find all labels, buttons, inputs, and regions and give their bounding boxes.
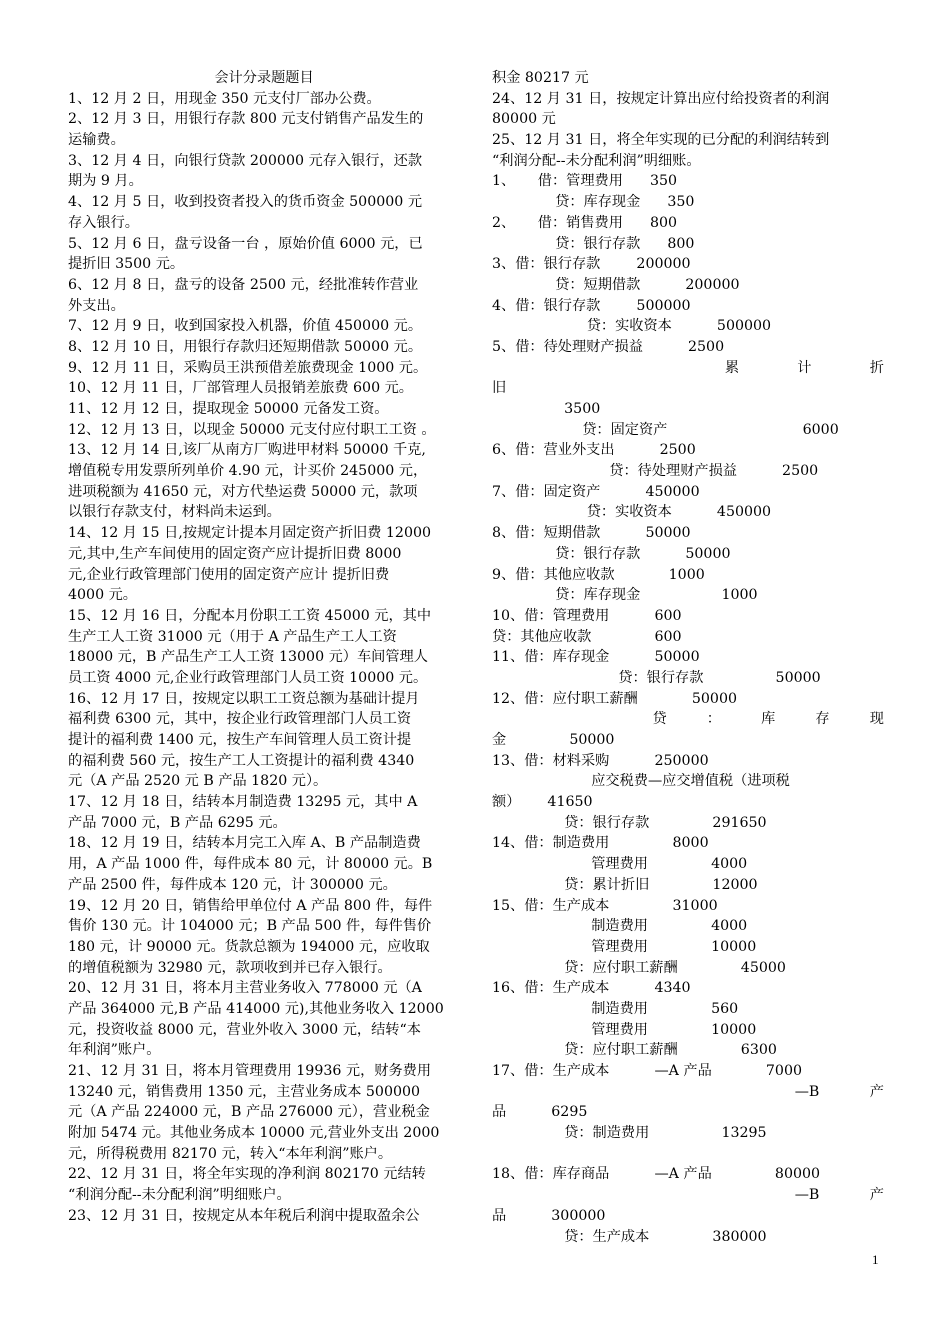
page-number: 1 — [872, 1252, 879, 1267]
answer-line: 80000 元 — [492, 111, 556, 128]
answer-line: 管理费用 10000 — [492, 938, 757, 955]
justified-word: 存 — [815, 711, 830, 728]
answer-line: 贷：银行存款 50000 — [492, 669, 821, 686]
question-line: 福利费 6300 元，其中，按企业行政管理部门人员工资 — [68, 711, 412, 728]
answer-line: 贷：应付职工薪酬 45000 — [492, 959, 786, 976]
answer-line: 贷：其他应收款 600 — [492, 628, 682, 645]
answer-line: 贷：短期借款 200000 — [492, 276, 740, 293]
answer-line: 应交税费—应交增值税（进项税 — [492, 773, 790, 790]
justified-word: ： — [706, 711, 721, 728]
answer-line: 金 50000 — [492, 732, 615, 748]
question-line: 进项税额为 41650 元，对方代垫运费 50000 元，款项 — [68, 483, 418, 500]
justified-word: 折 — [869, 359, 884, 376]
answer-justified-line — [492, 709, 884, 730]
question-line: 18、12 月 19 日，结转本月完工入库 A、B 产品制造费 — [68, 835, 421, 852]
question-line: 15、12 月 16 日，分配本月份职工工资 45000 元，其中 — [68, 607, 432, 624]
answer-line — [492, 1144, 884, 1165]
answer-line: 贷：实收资本 500000 — [492, 318, 772, 335]
question-line: 元，所得税费用 82170 元，转入“本年利润”账户。 — [68, 1145, 393, 1162]
answer-line: 5、借：待处理财产损益 2500 — [492, 338, 725, 355]
answer-line: 25、12 月 31 日，将全年实现的已分配的利润结转到 — [492, 132, 830, 149]
question-line: 7、12 月 9 日，收到国家投入机器，价值 450000 元。 — [68, 318, 423, 335]
question-line: “利润分配--未分配利润”明细账户。 — [68, 1187, 291, 1204]
question-line: 增值税专用发票所列单价 4.90 元，计买价 245000 元， — [68, 463, 428, 480]
question-line: 用，A 产品 1000 件，每件成本 80 元，计 80000 元。B — [68, 856, 433, 873]
question-line: 4000 元。 — [68, 587, 137, 604]
justified-word: —B — [794, 1083, 820, 1100]
question-line: 4、12 月 5 日，收到投资者投入的货币资金 500000 元 — [68, 194, 423, 211]
answer-line: 16、借：生产成本 4340 — [492, 980, 691, 997]
answer-list — [492, 68, 884, 1247]
question-line: 13240 元，销售费用 1350 元，主营业务成本 500000 — [68, 1083, 421, 1100]
answer-line: 贷：银行存款 50000 — [492, 545, 731, 562]
question-line: 6、12 月 8 日，盘亏的设备 2500 元，经批准转作营业 — [68, 276, 419, 293]
answer-line: 品 6295 — [492, 1104, 588, 1121]
question-line: 产品 364000 元,B 产品 414000 元),其他业务收入 12000 — [68, 1000, 444, 1017]
answer-line: 管理费用 4000 — [492, 856, 748, 873]
answer-line: 制造费用 560 — [492, 1000, 739, 1017]
answer-line: 1、 借：管理费用 350 — [492, 173, 678, 190]
question-line: 3、12 月 4 日，向银行贷款 200000 元存入银行，还款 — [68, 152, 423, 169]
question-line: 22、12 月 31 日，将全年实现的净利润 802170 元结转 — [68, 1166, 426, 1183]
question-line: 8、12 月 10 日，用银行存款归还短期借款 50000 元。 — [68, 338, 423, 355]
question-line: 9、12 月 11 日，采购员王洪预借差旅费现金 1000 元。 — [68, 359, 428, 376]
answer-line: 贷：应付职工薪酬 6300 — [492, 1042, 777, 1059]
answer-line: 6、借：营业外支出 2500 — [492, 442, 696, 459]
right-column — [492, 68, 884, 1247]
question-line: 的增值税额为 32980 元，款项收到并已存入银行。 — [68, 959, 392, 976]
answer-line: 额） 41650 — [492, 794, 593, 811]
answer-line: 积金 80217 元 — [492, 70, 589, 86]
question-line: 10、12 月 11 日，厂部管理人员报销差旅费 600 元。 — [68, 380, 413, 397]
question-line: 提计的福利费 1400 元，按生产车间管理人员工资计提 — [68, 732, 412, 748]
answer-line: 18、借：库存商品 —A 产品 80000 — [492, 1166, 821, 1183]
question-list — [68, 89, 460, 1227]
question-line: 附加 5474 元。其他业务成本 10000 元,营业外支出 2000 — [68, 1125, 440, 1142]
question-line: 元,企业行政管理部门使用的固定资产应计 提折旧费 — [68, 566, 390, 583]
question-line: 外支出。 — [68, 297, 125, 314]
justified-word: 产 — [869, 1083, 884, 1100]
answer-line: 贷：待处理财产损益 2500 — [492, 463, 819, 480]
answer-line: 3500 — [492, 401, 601, 417]
question-line: 元（A 产品 2520 元 B 产品 1820 元）。 — [68, 773, 328, 790]
question-line: 19、12 月 20 日，销售给甲单位付 A 产品 800 件，每件 — [68, 897, 433, 914]
question-line: 存入银行。 — [68, 214, 139, 231]
question-line: 2、12 月 3 日，用银行存款 800 元支付销售产品发生的 — [68, 111, 424, 128]
question-line: 元（A 产品 224000 元，B 产品 276000 元），营业税金 — [68, 1104, 430, 1121]
answer-line: 13、借：材料采购 250000 — [492, 752, 709, 769]
question-line: 11、12 月 12 日，提取现金 50000 元备发工资。 — [68, 401, 389, 417]
question-line: 元，投资收益 8000 元，营业外收入 3000 元，结转“本 — [68, 1021, 421, 1038]
answer-line: 品 300000 — [492, 1207, 606, 1224]
question-line: 产品 2500 件，每件成本 120 元，计 300000 元。 — [68, 876, 397, 893]
question-line: 18000 元，B 产品生产工人工资 13000 元）车间管理人 — [68, 649, 428, 666]
answer-line: 3、借：银行存款 200000 — [492, 256, 691, 273]
answer-line: 贷：银行存款 800 — [492, 235, 695, 252]
answer-line: 贷：生产成本 380000 — [492, 1228, 767, 1245]
answer-line: 贷：固定资产 6000 — [492, 421, 839, 438]
answer-line: 贷：库存现金 1000 — [492, 587, 758, 604]
question-line: 16、12 月 17 日，按规定以职工工资总额为基础计提月 — [68, 690, 420, 707]
answer-justified-line — [492, 1082, 884, 1103]
answer-justified-line — [492, 358, 884, 379]
question-line: 员工资 4000 元,企业行政管理部门人员工资 10000 元。 — [68, 669, 428, 686]
answer-line: 旧 — [492, 380, 507, 397]
answer-line: 贷：库存现金 350 — [492, 194, 695, 211]
answer-line: 贷：制造费用 13295 — [492, 1125, 767, 1142]
answer-line: 10、借：管理费用 600 — [492, 607, 682, 624]
justified-word: 产 — [869, 1187, 884, 1204]
answer-line: 2、 借：销售费用 800 — [492, 214, 678, 231]
answer-line: 9、借：其他应收款 1000 — [492, 566, 705, 583]
question-line: 提折旧 3500 元。 — [68, 256, 185, 273]
document-title: 会计分录题题目 — [214, 70, 314, 86]
answer-line: 7、借：固定资产 450000 — [492, 483, 700, 500]
answer-line: 制造费用 4000 — [492, 918, 748, 935]
question-line: 21、12 月 31 日，将本月管理费用 19936 元，财务费用 — [68, 1063, 432, 1079]
answer-line: 11、借：库存现金 50000 — [492, 649, 700, 666]
answer-line: 8、借：短期借款 50000 — [492, 525, 691, 542]
question-line: 元,其中,生产车间使用的固定资产应计提折旧费 8000 — [68, 545, 402, 562]
answer-line: 贷：银行存款 291650 — [492, 814, 767, 831]
question-line: 180 元，计 90000 元。货款总额为 194000 元，应收取 — [68, 938, 430, 955]
answer-justified-line — [492, 1185, 884, 1206]
answer-line: 管理费用 10000 — [492, 1021, 757, 1038]
answer-line: 24、12 月 31 日，按规定计算出应付给投资者的利润 — [492, 90, 830, 107]
answer-line: 15、借：生产成本 31000 — [492, 897, 718, 914]
question-line: 12、12 月 13 日，以现金 50000 元支付应付职工工资 。 — [68, 421, 436, 438]
question-line: 的福利费 560 元，按生产工人工资提计的福利费 4340 — [68, 752, 415, 769]
answer-line: 12、借：应付职工薪酬 50000 — [492, 690, 737, 707]
justified-word: 累 — [724, 359, 740, 376]
question-line: 17、12 月 18 日，结转本月制造费 13295 元，其中 A — [68, 794, 418, 811]
question-line: 14、12 月 15 日,按规定计提本月固定资产折旧费 12000 — [68, 525, 432, 542]
justified-word: 计 — [797, 359, 812, 376]
answer-line: 贷：实收资本 450000 — [492, 504, 772, 521]
question-line: 20、12 月 31 日，将本月主营业务收入 778000 元（A — [68, 980, 422, 997]
answer-line: “利润分配--未分配利润”明细账。 — [492, 152, 701, 169]
question-line: 23、12 月 31 日，按规定从本年税后利润中提取盈余公 — [68, 1207, 420, 1224]
justified-word: 库 — [761, 711, 776, 728]
answer-line: 4、借：银行存款 500000 — [492, 297, 691, 314]
answer-line: 贷：累计折旧 12000 — [492, 876, 758, 893]
question-line: 期为 9 月。 — [68, 173, 143, 190]
answer-line: 14、借：制造费用 8000 — [492, 835, 709, 852]
justified-word: —B — [794, 1187, 820, 1204]
question-line: 以银行存款支付，材料尚未运到。 — [68, 504, 281, 521]
answer-line: 17、借：生产成本 —A 产品 7000 — [492, 1063, 803, 1079]
question-line: 产品 7000 元，B 产品 6295 元。 — [68, 814, 287, 831]
question-line: 售价 130 元。计 104000 元；B 产品 500 件，每件售价 — [68, 918, 432, 935]
left-column — [68, 68, 460, 1227]
question-line: 1、12 月 2 日，用现金 350 元支付厂部办公费。 — [68, 90, 381, 107]
question-line: 生产工人工资 31000 元（用于 A 产品生产工人工资 — [68, 628, 397, 645]
justified-word: 现 — [869, 711, 884, 728]
question-line: 运输费。 — [68, 132, 125, 149]
justified-word: 贷 — [652, 711, 667, 728]
question-line: 5、12 月 6 日，盘亏设备一台 ，原始价值 6000 元，已 — [68, 235, 423, 252]
question-line: 13、12 月 14 日,该厂从南方厂购进甲材料 50000 千克, — [68, 442, 426, 459]
question-line: 年利润”账户。 — [68, 1042, 161, 1059]
